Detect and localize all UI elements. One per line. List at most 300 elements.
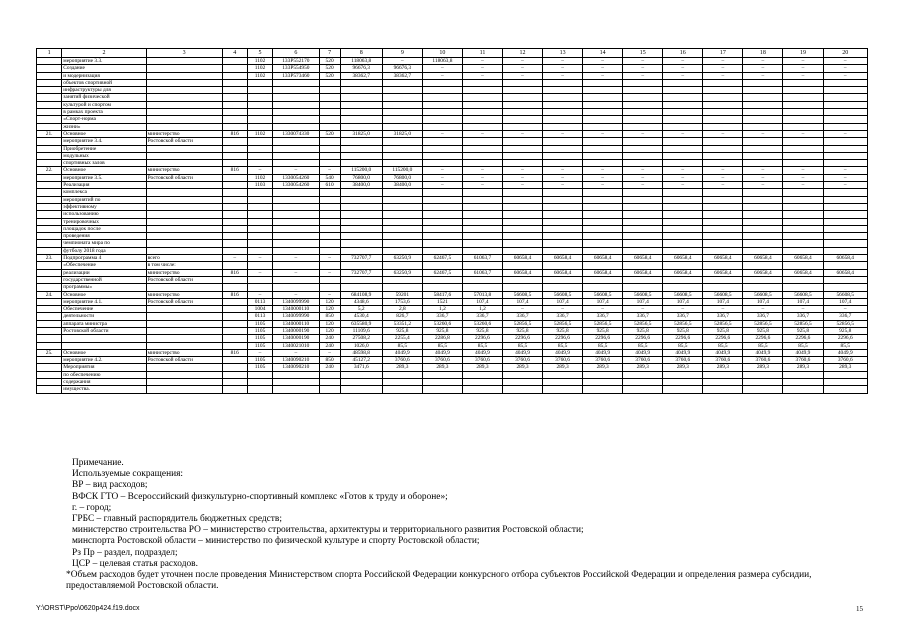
- table-cell: [62, 335, 146, 342]
- table-cell: [503, 152, 543, 159]
- table-cell: –: [273, 291, 319, 298]
- table-cell: [146, 189, 222, 196]
- abbreviation-line: ВР – вид расходов;: [72, 480, 148, 491]
- table-cell: 0113: [247, 298, 272, 305]
- table-cell: [623, 203, 663, 210]
- table-cell: 4049,9: [623, 349, 663, 356]
- table-cell: [37, 145, 62, 152]
- table-cell: спортивных залов: [62, 160, 146, 167]
- table-cell: [146, 233, 222, 240]
- table-cell: [543, 138, 583, 145]
- table-cell: [462, 211, 502, 218]
- column-header: 6: [273, 49, 319, 58]
- table-cell: [703, 145, 743, 152]
- table-cell: [37, 138, 62, 145]
- table-cell: –: [503, 58, 543, 65]
- table-cell: –: [462, 58, 502, 65]
- table-cell: 925,8: [823, 327, 868, 334]
- table-cell: [783, 225, 823, 232]
- table-cell: Ростовской области: [62, 327, 146, 334]
- table-cell: [623, 211, 663, 218]
- table-cell: [623, 160, 663, 167]
- table-cell: 2296,6: [543, 335, 583, 342]
- table-cell: [743, 116, 783, 123]
- table-cell: [382, 284, 422, 291]
- table-cell: [247, 276, 272, 283]
- table-cell: [222, 145, 247, 152]
- table-cell: [422, 247, 462, 254]
- table-cell: [543, 116, 583, 123]
- table-cell: [340, 196, 382, 203]
- table-cell: [783, 94, 823, 101]
- table-cell: [462, 225, 502, 232]
- table-cell: 60658,4: [703, 269, 743, 276]
- table-cell: [783, 211, 823, 218]
- table-cell: [340, 123, 382, 130]
- table-row: [37, 123, 868, 130]
- table-cell: [273, 79, 319, 86]
- table-cell: –: [583, 306, 623, 313]
- table-cell: [222, 276, 247, 283]
- table-cell: –: [743, 130, 783, 137]
- column-header: 12: [503, 49, 543, 58]
- table-cell: [247, 94, 272, 101]
- table-cell: 540: [319, 174, 340, 181]
- table-cell: [743, 262, 783, 269]
- table-cell: аппарата министра: [62, 320, 146, 327]
- table-cell: 3760,6: [462, 357, 502, 364]
- table-cell: 2296,6: [663, 335, 703, 342]
- table-cell: –: [543, 65, 583, 72]
- table-cell: 38362,7: [382, 72, 422, 79]
- table-cell: 2296,6: [462, 335, 502, 342]
- table-cell: [382, 79, 422, 86]
- table-cell: 63250,9: [382, 269, 422, 276]
- table-cell: [247, 284, 272, 291]
- table-row: [37, 130, 868, 137]
- table-header-row: [37, 49, 868, 58]
- table-cell: тренировочных: [62, 218, 146, 225]
- table-cell: [319, 94, 340, 101]
- table-cell: [543, 371, 583, 378]
- table-cell: 52856,5: [543, 320, 583, 327]
- table-cell: [823, 123, 868, 130]
- table-cell: [823, 240, 868, 247]
- table-cell: [146, 327, 222, 334]
- table-cell: –: [543, 306, 583, 313]
- table-cell: [37, 109, 62, 116]
- table-cell: [37, 262, 62, 269]
- table-cell: 38400,0: [382, 182, 422, 189]
- table-cell: [146, 58, 222, 65]
- table-cell: [783, 203, 823, 210]
- table-row: [37, 116, 868, 123]
- table-cell: 60658,4: [743, 255, 783, 262]
- table-cell: –: [583, 167, 623, 174]
- table-cell: комплекса: [62, 189, 146, 196]
- table-cell: [663, 152, 703, 159]
- table-cell: [743, 247, 783, 254]
- table-cell: 25.: [37, 349, 62, 356]
- table-cell: 107,4: [783, 298, 823, 305]
- table-cell: [703, 101, 743, 108]
- table-cell: [422, 225, 462, 232]
- column-header: 19: [783, 49, 823, 58]
- table-cell: [273, 123, 319, 130]
- table-cell: [743, 218, 783, 225]
- table-cell: [222, 189, 247, 196]
- table-cell: [503, 218, 543, 225]
- table-cell: [783, 276, 823, 283]
- table-cell: [319, 138, 340, 145]
- table-cell: 520: [319, 130, 340, 137]
- table-cell: 60658,4: [743, 269, 783, 276]
- table-cell: [146, 101, 222, 108]
- table-cell: [623, 138, 663, 145]
- table-cell: 52856,5: [623, 320, 663, 327]
- table-cell: [583, 203, 623, 210]
- table-cell: [382, 123, 422, 130]
- table-row: [37, 327, 868, 334]
- table-cell: [663, 196, 703, 203]
- table-cell: 3760,6: [503, 357, 543, 364]
- table-cell: 60658,4: [543, 269, 583, 276]
- table-cell: 60658,4: [583, 255, 623, 262]
- table-cell: деятельности: [62, 313, 146, 320]
- table-cell: 336,7: [422, 313, 462, 320]
- table-cell: [37, 327, 62, 334]
- table-cell: 52856,5: [823, 320, 868, 327]
- table-cell: 4049,9: [823, 349, 868, 356]
- column-header: 9: [382, 49, 422, 58]
- table-cell: 4049,9: [543, 349, 583, 356]
- table-cell: культурой и спортом: [62, 101, 146, 108]
- table-cell: –: [743, 72, 783, 79]
- table-cell: 336,7: [783, 313, 823, 320]
- abbreviations-title: Используемые сокращения:: [72, 469, 184, 480]
- table-cell: [663, 262, 703, 269]
- column-header: 20: [823, 49, 868, 58]
- budget-table: [36, 48, 868, 394]
- table-cell: [462, 101, 502, 108]
- table-cell: [273, 379, 319, 386]
- table-cell: [382, 160, 422, 167]
- table-cell: –: [422, 72, 462, 79]
- table-cell: использованию: [62, 211, 146, 218]
- table-cell: 107,4: [743, 298, 783, 305]
- table-cell: [623, 262, 663, 269]
- table-cell: 684108,9: [340, 291, 382, 298]
- file-path: Y:\ORST\Ppo\0620p424.f19.docx: [36, 605, 140, 612]
- table-cell: –: [703, 58, 743, 65]
- table-cell: –: [543, 174, 583, 181]
- table-cell: [222, 379, 247, 386]
- table-cell: [543, 160, 583, 167]
- table-cell: [340, 101, 382, 108]
- table-cell: [146, 109, 222, 116]
- table-cell: 96676,3: [382, 65, 422, 72]
- table-cell: Подпрограмма 4: [62, 255, 146, 262]
- table-cell: [222, 327, 247, 334]
- table-cell: Ростовской области: [146, 138, 222, 145]
- table-cell: [222, 284, 247, 291]
- abbreviation-line: г. – город;: [72, 502, 112, 513]
- table-cell: [462, 240, 502, 247]
- table-cell: [422, 160, 462, 167]
- column-header: 13: [543, 49, 583, 58]
- table-cell: 289,3: [462, 364, 502, 371]
- table-cell: [422, 262, 462, 269]
- table-cell: [146, 371, 222, 378]
- table-cell: 850: [319, 357, 340, 364]
- table-cell: 53260,6: [422, 320, 462, 327]
- table-cell: –: [703, 306, 743, 313]
- table-cell: [703, 189, 743, 196]
- table-cell: [743, 276, 783, 283]
- table-cell: [583, 276, 623, 283]
- table-cell: 2296,6: [623, 335, 663, 342]
- table-cell: [462, 276, 502, 283]
- table-cell: 85,5: [743, 342, 783, 349]
- table-cell: [146, 320, 222, 327]
- table-cell: [273, 247, 319, 254]
- table-cell: [823, 138, 868, 145]
- table-cell: [319, 160, 340, 167]
- table-cell: [462, 87, 502, 94]
- table-cell: [319, 145, 340, 152]
- table-cell: 3760,6: [382, 357, 422, 364]
- table-cell: [62, 342, 146, 349]
- table-cell: [340, 240, 382, 247]
- table-cell: [422, 218, 462, 225]
- table-cell: 56608,5: [783, 291, 823, 298]
- table-cell: [222, 262, 247, 269]
- table-cell: –: [247, 349, 272, 356]
- table-cell: –: [783, 167, 823, 174]
- table-cell: [37, 335, 62, 342]
- table-cell: [319, 262, 340, 269]
- table-cell: 56608,5: [583, 291, 623, 298]
- table-cell: 3760,6: [743, 357, 783, 364]
- table-cell: министерство: [146, 130, 222, 137]
- table-cell: [37, 160, 62, 167]
- table-cell: [273, 371, 319, 378]
- table-cell: 925,8: [703, 327, 743, 334]
- table-cell: Основное: [62, 291, 146, 298]
- column-header: 10: [422, 49, 462, 58]
- table-cell: [583, 262, 623, 269]
- table-cell: 56608,5: [823, 291, 868, 298]
- table-cell: –: [783, 72, 823, 79]
- table-cell: [422, 79, 462, 86]
- table-cell: [703, 211, 743, 218]
- table-cell: 120: [319, 327, 340, 334]
- table-cell: [37, 203, 62, 210]
- table-cell: 21.: [37, 130, 62, 137]
- table-cell: [146, 240, 222, 247]
- table-cell: [823, 379, 868, 386]
- table-cell: мероприятие 3.5.: [62, 174, 146, 181]
- table-cell: [340, 189, 382, 196]
- table-cell: 816: [222, 349, 247, 356]
- table-body: [37, 49, 868, 394]
- table-cell: инфраструктуры для: [62, 87, 146, 94]
- table-cell: [503, 240, 543, 247]
- table-cell: [823, 116, 868, 123]
- table-cell: [462, 379, 502, 386]
- table-cell: [273, 284, 319, 291]
- table-cell: –: [503, 167, 543, 174]
- table-cell: [663, 276, 703, 283]
- table-cell: [743, 211, 783, 218]
- table-cell: 57013,8: [462, 291, 502, 298]
- table-cell: [37, 225, 62, 232]
- table-cell: [37, 196, 62, 203]
- table-cell: 27508,2: [340, 335, 382, 342]
- table-cell: –: [623, 167, 663, 174]
- table-row: [37, 379, 868, 386]
- table-cell: 1330074330: [273, 130, 319, 137]
- table-cell: 4049,9: [583, 349, 623, 356]
- table-cell: [703, 87, 743, 94]
- table-cell: [663, 138, 703, 145]
- table-cell: [273, 189, 319, 196]
- table-cell: [422, 233, 462, 240]
- table-cell: министерство: [146, 291, 222, 298]
- table-row: [37, 101, 868, 108]
- table-row: [37, 247, 868, 254]
- table-cell: [382, 145, 422, 152]
- table-cell: 53260,6: [462, 320, 502, 327]
- table-cell: 1,2: [462, 306, 502, 313]
- table-cell: [623, 101, 663, 108]
- table-cell: [222, 174, 247, 181]
- table-cell: 56608,5: [623, 291, 663, 298]
- table-cell: 1340090210: [273, 357, 319, 364]
- table-row: [37, 79, 868, 86]
- table-cell: [703, 371, 743, 378]
- table-cell: [422, 240, 462, 247]
- table-row: [37, 189, 868, 196]
- table-cell: [146, 386, 222, 393]
- table-cell: [462, 371, 502, 378]
- table-cell: [37, 101, 62, 108]
- table-cell: [222, 320, 247, 327]
- table-cell: [222, 218, 247, 225]
- table-cell: [146, 335, 222, 342]
- table-row: [37, 371, 868, 378]
- table-cell: государственной: [62, 276, 146, 283]
- table-cell: 107,4: [623, 298, 663, 305]
- table-row: [37, 196, 868, 203]
- table-cell: –: [703, 72, 743, 79]
- table-cell: [146, 123, 222, 130]
- table-cell: 4049,9: [743, 349, 783, 356]
- table-cell: [222, 87, 247, 94]
- table-cell: жизни»: [62, 123, 146, 130]
- table-cell: [462, 152, 502, 159]
- table-cell: [273, 109, 319, 116]
- table-cell: 60658,4: [783, 269, 823, 276]
- table-cell: –: [783, 174, 823, 181]
- table-row: [37, 109, 868, 116]
- table-cell: –: [743, 167, 783, 174]
- table-cell: –: [783, 65, 823, 72]
- table-cell: занятий физической: [62, 94, 146, 101]
- table-cell: [503, 284, 543, 291]
- table-cell: 62467,5: [422, 255, 462, 262]
- table-cell: [663, 189, 703, 196]
- table-cell: 23.: [37, 255, 62, 262]
- table-cell: 60658,4: [623, 269, 663, 276]
- table-cell: 289,3: [663, 364, 703, 371]
- table-cell: [247, 87, 272, 94]
- table-cell: 61063,7: [462, 269, 502, 276]
- table-cell: [663, 145, 703, 152]
- table-cell: [146, 182, 222, 189]
- table-cell: –: [503, 72, 543, 79]
- table-cell: [663, 101, 703, 108]
- table-cell: [319, 276, 340, 283]
- table-cell: –: [663, 72, 703, 79]
- table-cell: [340, 233, 382, 240]
- table-cell: [422, 284, 462, 291]
- table-cell: [382, 189, 422, 196]
- table-cell: [319, 386, 340, 393]
- table-cell: –: [273, 269, 319, 276]
- table-cell: [273, 225, 319, 232]
- table-cell: [623, 371, 663, 378]
- table-cell: [382, 211, 422, 218]
- column-header: 17: [703, 49, 743, 58]
- table-cell: 76800,0: [382, 174, 422, 181]
- table-cell: [623, 247, 663, 254]
- table-cell: [146, 94, 222, 101]
- table-cell: –: [823, 182, 868, 189]
- table-cell: –: [247, 167, 272, 174]
- table-cell: –: [703, 65, 743, 72]
- table-cell: [783, 379, 823, 386]
- table-cell: 3760,6: [703, 357, 743, 364]
- table-cell: –: [503, 182, 543, 189]
- table-cell: [273, 203, 319, 210]
- table-cell: 5,2: [340, 306, 382, 313]
- table-cell: [319, 225, 340, 232]
- table-cell: [543, 262, 583, 269]
- table-cell: [823, 233, 868, 240]
- column-header: 2: [62, 49, 146, 58]
- table-cell: [146, 65, 222, 72]
- table-cell: [462, 218, 502, 225]
- table-row: [37, 357, 868, 364]
- table-cell: 3760,6: [543, 357, 583, 364]
- table-cell: 2255,4: [382, 335, 422, 342]
- table-cell: 240: [319, 335, 340, 342]
- table-cell: [503, 87, 543, 94]
- abbreviation-line: минспорта Ростовской области – министерство по физической культуре и спорту Ростовской области;: [72, 536, 480, 547]
- table-cell: [623, 116, 663, 123]
- table-cell: [783, 145, 823, 152]
- table-cell: [222, 79, 247, 86]
- table-cell: [583, 79, 623, 86]
- table-cell: [583, 145, 623, 152]
- table-cell: 2296,6: [583, 335, 623, 342]
- table-cell: –: [319, 167, 340, 174]
- table-cell: 336,7: [703, 313, 743, 320]
- table-cell: [823, 160, 868, 167]
- table-cell: [823, 218, 868, 225]
- table-cell: [37, 211, 62, 218]
